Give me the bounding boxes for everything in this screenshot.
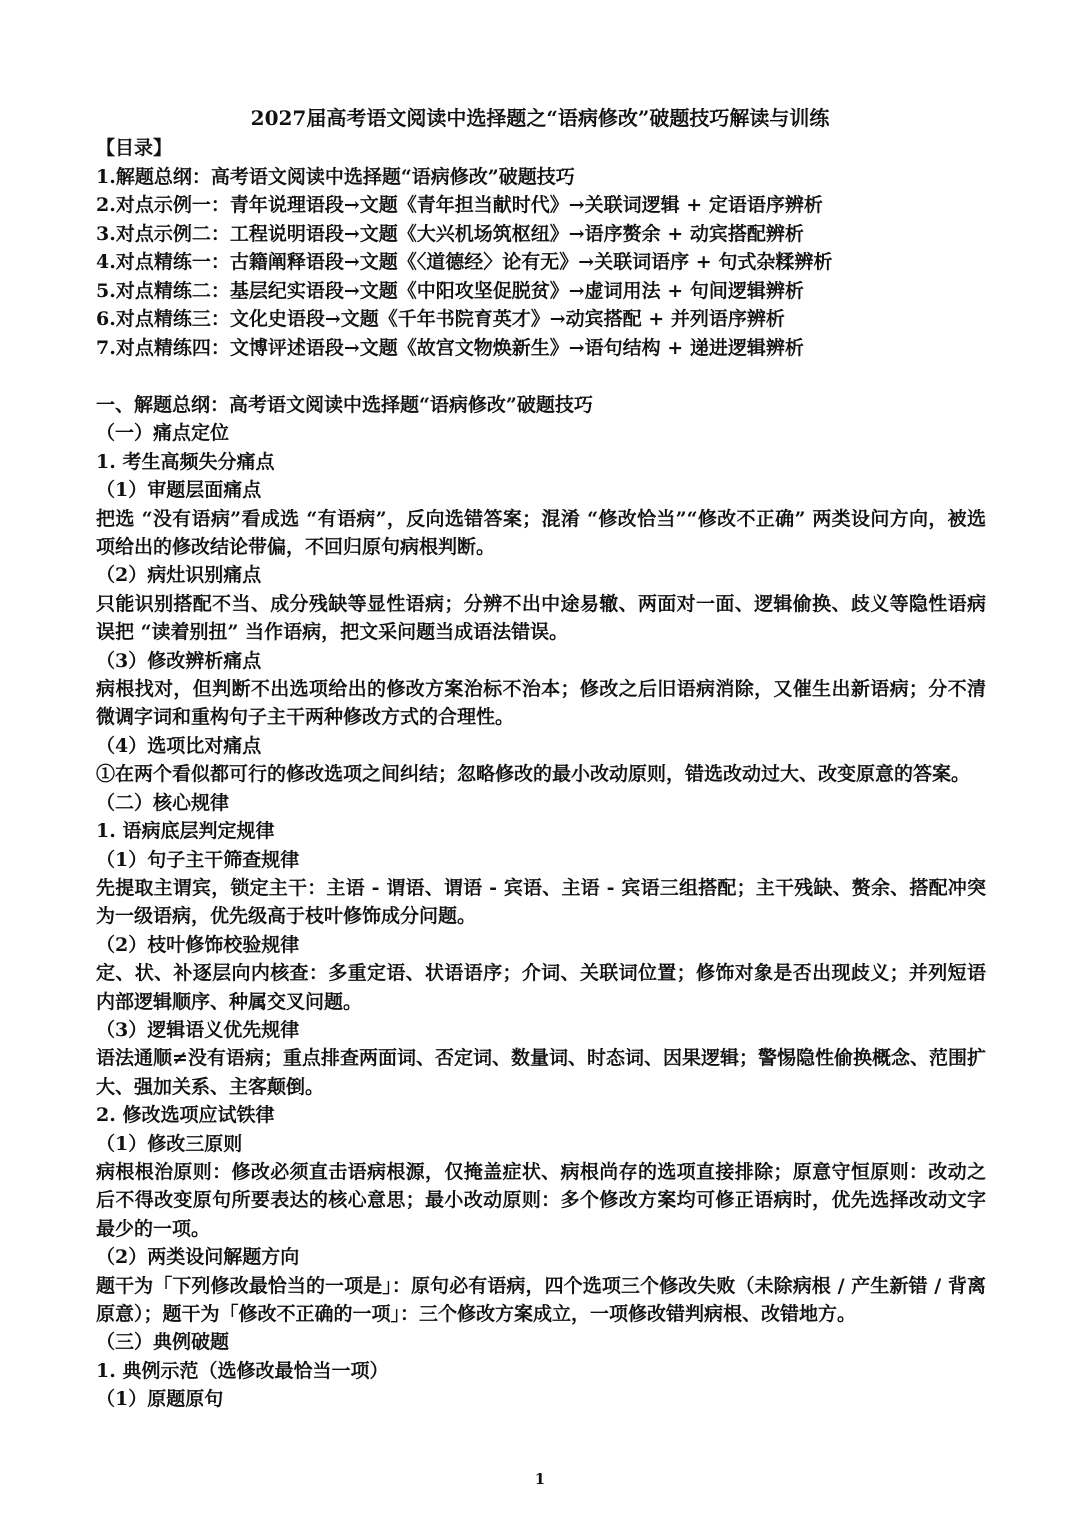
subheading: 2. 修改选项应试铁律 [96,1104,275,1127]
subheading: （2）两类设问解题方向 [96,1246,300,1269]
paragraph: 只能识别搭配不当、成分残缺等显性语病；分辨不出中途易辙、两面对一面、逻辑偷换、歧义等隐性语病误把 “读着别扭” 当作语病，把文采问题当成语法错误。 [96,592,986,644]
table-of-contents [96,134,996,362]
paragraph: 把选 “没有语病”看成选 “有语病”，反向选错答案；混淆 “修改恰当”“修改不正确” 两类设问方向，被选项给出的修改结论带偏，不回归原句病根判断。 [96,507,986,559]
subheading: （2）病灶识别痛点 [96,564,262,587]
paragraph: ①在两个看似都可行的修改选项之间纠结；忽略修改的最小改动原则，错选改动过大、改变原意的答案。 [96,763,971,786]
toc-item: 6.对点精练三：文化史语段→文题《千年书院育英才》→动宾搭配 + 并列语序辨析 [96,308,785,330]
subheading: 1. 语病底层判定规律 [96,820,275,843]
page-number: 1 [534,1470,546,1488]
toc-item: 3.对点示例二：工程说明语段→文题《大兴机场筑枢纽》→语序赘余 + 动宾搭配辨析 [96,222,804,245]
toc-item: 2.对点示例一：青年说理语段→文题《青年担当献时代》→关联词逻辑 + 定语语序辨析 [96,194,823,216]
paragraph: 先提取主谓宾，锁定主干：主语 - 谓语、谓语 - 宾语、主语 - 宾语三组搭配；主干残缺、赘余、搭配冲突为一级语病，优先级高于枝叶修饰成分问题。 [96,876,986,928]
section-heading: 一、解题总纲：高考语文阅读中选择题“语病修改”破题技巧 [96,394,593,416]
subheading: （1）修改三原则 [96,1132,243,1155]
paragraph: 定、状、补逐层向内核查：多重定语、状语语序；介词、关联词位置；修饰对象是否出现歧义；并列短语内部逻辑顺序、种属交叉问题。 [96,962,986,1013]
paragraph: 语法通顺≠没有语病；重点排查两面词、否定词、数量词、时态词、因果逻辑；警惕隐性偷换概念、范围扩大、强加关系、主客颠倒。 [96,1047,986,1098]
subheading: （三）典例破题 [96,1331,230,1354]
toc-item: 7.对点精练四：文博评述语段→文题《故宫文物焕新生》→语句结构 + 递进逻辑辨析 [96,336,804,359]
section-content [96,419,986,1413]
toc-item: 4.对点精练一：古籍阐释语段→文题《〈道德经〉论有无》→关联词语序 + 句式杂糅辨析 [96,251,833,273]
paragraph: 病根找对，但判断不出选项给出的修改方案治标不治本；修改之后旧语病消除，又催生出新语病；分不清微调字词和重构句子主干两种修改方式的合理性。 [96,678,986,729]
subheading: 1. 典例示范（选修改最恰当一项） [96,1359,389,1382]
subheading: （3）逻辑语义优先规律 [96,1018,300,1041]
subheading: （1）审题层面痛点 [96,479,262,502]
document-title: 2027届高考语文阅读中选择题之“语病修改”破题技巧解读与训练 [250,106,830,130]
paragraph: 病根根治原则：修改必须直击语病根源，仅掩盖症状、病根尚存的选项直接排除；原意守恒原则：改动之后不得改变原句所要表达的核心意思；最小改动原则：多个修改方案均可修正语病时，优先选择改动文字最少的一项。 [96,1160,986,1240]
subheading: 1. 考生高频失分痛点 [96,450,275,473]
toc-item: 1.解题总纲：高考语文阅读中选择题“语病修改”破题技巧 [96,165,575,188]
section-one [96,391,986,1414]
toc-heading: 【目录】 [96,137,173,159]
subheading: （一）痛点定位 [96,422,230,445]
subheading: （二）核心规律 [96,791,230,814]
subheading: （4）选项比对痛点 [96,734,262,757]
subheading: （3）修改辨析痛点 [96,649,262,672]
paragraph: 题干为「下列修改最恰当的一项是」：原句必有语病，四个选项三个修改失败（未除病根 / 产生新错 / 背离原意）；题干为「修改不正确的一项」：三个修改方案成立，一项修改错判病根、改错地方。 [96,1274,986,1325]
subheading: （2）枝叶修饰校验规律 [96,933,300,956]
subheading: （1）句子主干筛查规律 [96,848,300,871]
toc-item: 5.对点精练二：基层纪实语段→文题《中阳攻坚促脱贫》→虚词用法 + 句间逻辑辨析 [96,279,804,302]
subheading: （1）原题原句 [96,1388,224,1411]
